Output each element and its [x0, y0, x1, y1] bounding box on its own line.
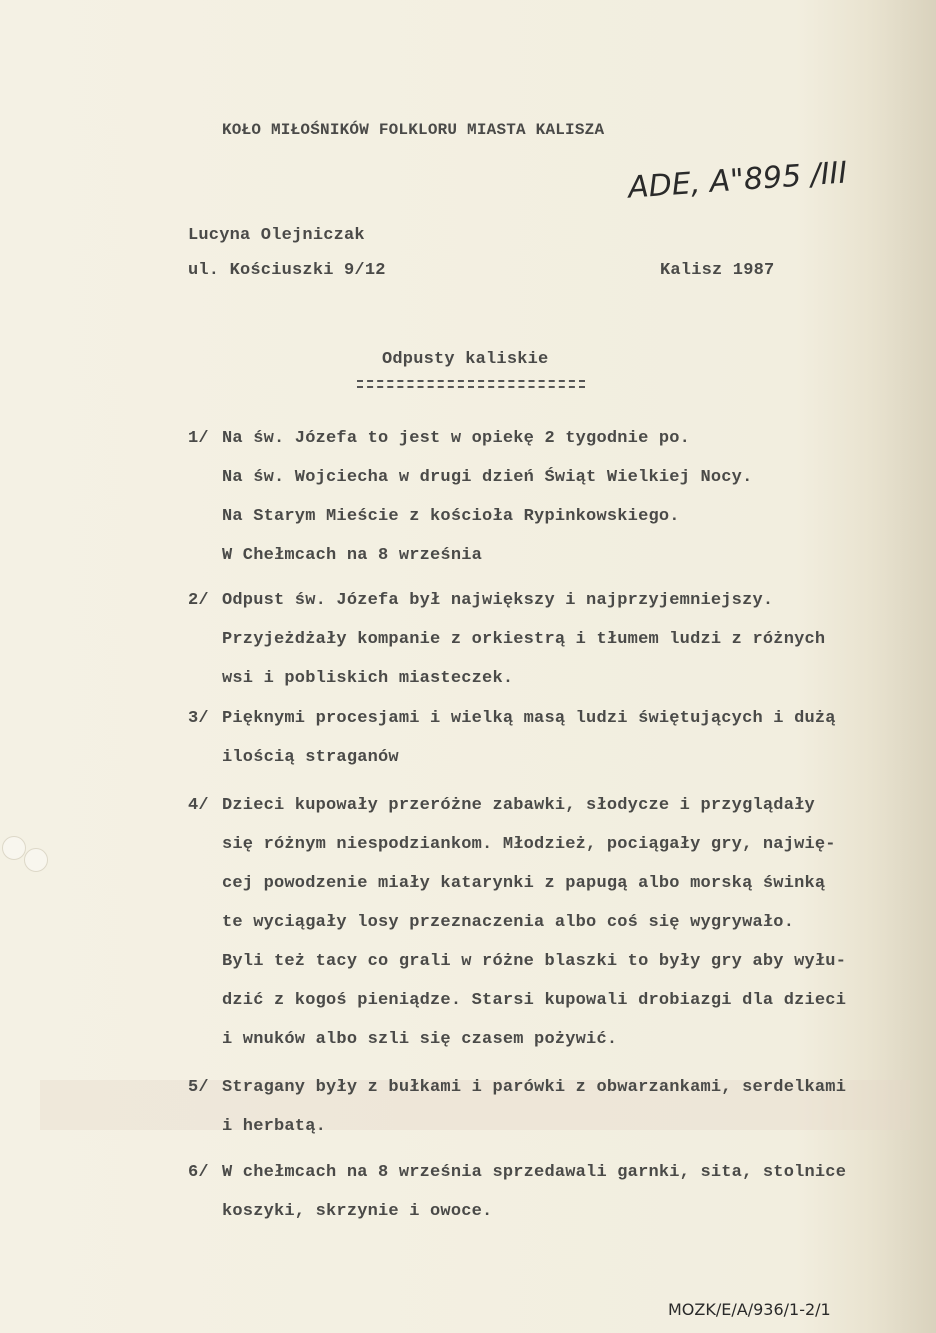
place-date: Kalisz 1987 — [660, 261, 775, 280]
item-line: Przyjeżdżały kompanie z orkiestrą i tłumem ludzi z różnych — [222, 630, 826, 649]
item-line: Stragany były z bułkami i parówki z obwarzankami, serdelkami — [222, 1078, 847, 1097]
document-title: Odpusty kaliskie — [382, 350, 549, 369]
item-line: Na św. Wojciecha w drugi dzień Świąt Wielkiej Nocy. — [222, 468, 753, 487]
item-line: Na Starym Mieście z kościoła Rypinkowskiego. — [222, 507, 680, 526]
item-line: W chełmcach na 8 września sprzedawali garnki, sita, stolnice — [222, 1163, 847, 1182]
item-line: Pięknymi procesjami i wielką masą ludzi świętujących i dużą — [222, 709, 836, 728]
organization-heading: KOŁO MIŁOŚNIKÓW FOLKLORU MIASTA KALISZA — [222, 121, 605, 139]
item-number: 4/ — [188, 796, 209, 815]
item-line: się różnym niespodziankom. Młodzież, pociągały gry, najwię- — [222, 835, 836, 854]
item-line: Dzieci kupowały przeróżne zabawki, słodycze i przyglądały — [222, 796, 815, 815]
item-number: 5/ — [188, 1078, 209, 1097]
archive-mark: ADE, A"895 /III — [627, 155, 849, 206]
item-number: 1/ — [188, 429, 209, 448]
item-line: i wnuków albo szli się czasem pożywić. — [222, 1030, 618, 1049]
item-line: koszyki, skrzynie i owoce. — [222, 1202, 493, 1221]
item-line: te wyciągały losy przeznaczenia albo coś się wygrywało. — [222, 913, 795, 932]
item-number: 3/ — [188, 709, 209, 728]
item-number: 6/ — [188, 1163, 209, 1182]
item-line: Byli też tacy co grali w różne blaszki to były gry aby wyłu- — [222, 952, 847, 971]
catalog-number: MOZK/E/A/936/1-2/1 — [668, 1300, 831, 1319]
title-underline — [357, 380, 585, 388]
author-name: Lucyna Olejniczak — [188, 226, 365, 245]
item-number: 2/ — [188, 591, 209, 610]
item-line: ilością straganów — [222, 748, 399, 767]
item-line: Na św. Józefa to jest w opiekę 2 tygodnie po. — [222, 429, 691, 448]
punch-hole — [24, 848, 48, 872]
item-line: dzić z kogoś pieniądze. Starsi kupowali drobiazgi dla dzieci — [222, 991, 847, 1010]
item-line: wsi i pobliskich miasteczek. — [222, 669, 514, 688]
item-line: Odpust św. Józefa był największy i najprzyjemniejszy. — [222, 591, 774, 610]
item-line: i herbatą. — [222, 1117, 327, 1136]
item-line: W Chełmcach na 8 września — [222, 546, 483, 565]
author-address: ul. Kościuszki 9/12 — [188, 261, 386, 280]
punch-hole — [2, 836, 26, 860]
item-line: cej powodzenie miały katarynki z papugą albo morską świnką — [222, 874, 826, 893]
